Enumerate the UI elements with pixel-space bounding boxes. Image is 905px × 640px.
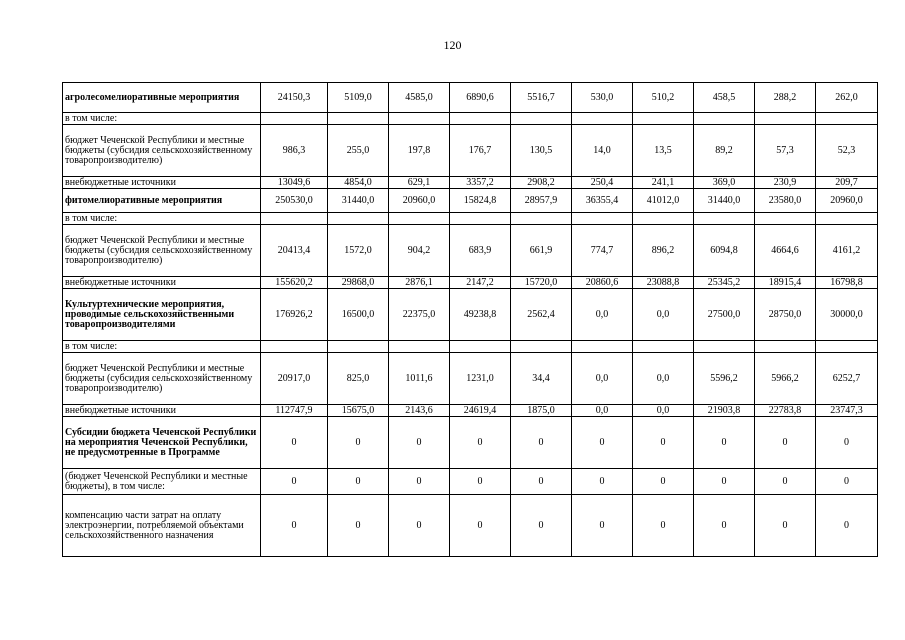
value-cell: 2562,4 — [511, 289, 572, 341]
table-row — [63, 225, 878, 277]
value-cell: 0 — [328, 495, 389, 557]
value-cell: 0 — [261, 469, 328, 495]
table-row — [63, 113, 878, 125]
value-cell: 0,0 — [572, 405, 633, 417]
value-cell: 230,9 — [755, 177, 816, 189]
value-cell: 904,2 — [389, 225, 450, 277]
value-cell: 986,3 — [261, 125, 328, 177]
value-cell: 0,0 — [633, 289, 694, 341]
value-cell: 4664,6 — [755, 225, 816, 277]
value-cell: 20960,0 — [389, 189, 450, 213]
value-cell: 34,4 — [511, 353, 572, 405]
value-cell: 16798,8 — [816, 277, 878, 289]
value-cell: 369,0 — [694, 177, 755, 189]
table-row — [63, 125, 878, 177]
table-row — [63, 353, 878, 405]
table-row — [63, 189, 878, 213]
value-cell: 458,5 — [694, 83, 755, 113]
value-cell: 52,3 — [816, 125, 878, 177]
row-label: в том числе: — [63, 213, 261, 225]
value-cell: 22375,0 — [389, 289, 450, 341]
value-cell — [261, 341, 328, 353]
value-cell: 155620,2 — [261, 277, 328, 289]
row-label: внебюджетные источники — [63, 177, 261, 189]
value-cell: 896,2 — [633, 225, 694, 277]
row-label: внебюджетные источники — [63, 405, 261, 417]
row-label: в том числе: — [63, 341, 261, 353]
value-cell: 0 — [328, 417, 389, 469]
value-cell — [694, 113, 755, 125]
value-cell: 0,0 — [633, 405, 694, 417]
value-cell: 0 — [450, 417, 511, 469]
value-cell — [694, 341, 755, 353]
value-cell: 0 — [755, 469, 816, 495]
value-cell: 0 — [450, 469, 511, 495]
table-row — [63, 341, 878, 353]
value-cell — [816, 213, 878, 225]
page-number: 120 — [443, 38, 462, 52]
value-cell: 4585,0 — [389, 83, 450, 113]
value-cell: 112747,9 — [261, 405, 328, 417]
row-label: внебюджетные источники — [63, 277, 261, 289]
value-cell — [389, 113, 450, 125]
value-cell: 20960,0 — [816, 189, 878, 213]
value-cell: 1011,6 — [389, 353, 450, 405]
budget-table — [62, 82, 878, 557]
value-cell: 21903,8 — [694, 405, 755, 417]
value-cell: 661,9 — [511, 225, 572, 277]
value-cell: 0 — [633, 417, 694, 469]
value-cell: 774,7 — [572, 225, 633, 277]
value-cell: 0 — [572, 417, 633, 469]
value-cell: 0 — [261, 495, 328, 557]
value-cell: 57,3 — [755, 125, 816, 177]
table-row — [63, 289, 878, 341]
value-cell: 262,0 — [816, 83, 878, 113]
value-cell: 18915,4 — [755, 277, 816, 289]
value-cell: 14,0 — [572, 125, 633, 177]
value-cell: 510,2 — [633, 83, 694, 113]
value-cell: 16500,0 — [328, 289, 389, 341]
value-cell: 250,4 — [572, 177, 633, 189]
value-cell: 0 — [328, 469, 389, 495]
value-cell: 4854,0 — [328, 177, 389, 189]
value-cell: 1231,0 — [450, 353, 511, 405]
value-cell: 6094,8 — [694, 225, 755, 277]
value-cell: 15824,8 — [450, 189, 511, 213]
value-cell: 13049,6 — [261, 177, 328, 189]
value-cell: 255,0 — [328, 125, 389, 177]
value-cell: 4161,2 — [816, 225, 878, 277]
value-cell — [511, 213, 572, 225]
value-cell: 0 — [755, 495, 816, 557]
value-cell — [633, 113, 694, 125]
value-cell: 6252,7 — [816, 353, 878, 405]
value-cell: 24150,3 — [261, 83, 328, 113]
value-cell: 41012,0 — [633, 189, 694, 213]
value-cell: 31440,0 — [328, 189, 389, 213]
row-label: (бюджет Чеченской Республики и местные бюджеты), в том числе: — [63, 469, 261, 495]
value-cell — [450, 341, 511, 353]
value-cell: 49238,8 — [450, 289, 511, 341]
value-cell — [511, 113, 572, 125]
value-cell: 0 — [389, 469, 450, 495]
table-row — [63, 177, 878, 189]
table-row — [63, 213, 878, 225]
row-label: бюджет Чеченской Республики и местные бюджеты (субсидия сельскохозяйственному товаропроизводителю) — [63, 125, 261, 177]
value-cell: 0 — [389, 495, 450, 557]
value-cell: 5516,7 — [511, 83, 572, 113]
value-cell — [755, 213, 816, 225]
value-cell — [389, 213, 450, 225]
value-cell: 20413,4 — [261, 225, 328, 277]
value-cell: 250530,0 — [261, 189, 328, 213]
value-cell — [328, 113, 389, 125]
value-cell: 288,2 — [755, 83, 816, 113]
value-cell: 530,0 — [572, 83, 633, 113]
value-cell — [328, 341, 389, 353]
row-label: Субсидии бюджета Чеченской Республики на мероприятия Чеченской Республики, не предусмотренные в Программе — [63, 417, 261, 469]
value-cell: 1875,0 — [511, 405, 572, 417]
value-cell — [261, 113, 328, 125]
value-cell — [450, 113, 511, 125]
value-cell: 31440,0 — [694, 189, 755, 213]
table-body — [63, 83, 878, 557]
value-cell: 25345,2 — [694, 277, 755, 289]
value-cell: 5596,2 — [694, 353, 755, 405]
value-cell: 1572,0 — [328, 225, 389, 277]
value-cell: 23580,0 — [755, 189, 816, 213]
value-cell — [633, 341, 694, 353]
value-cell: 23088,8 — [633, 277, 694, 289]
value-cell — [816, 113, 878, 125]
value-cell: 130,5 — [511, 125, 572, 177]
value-cell: 209,7 — [816, 177, 878, 189]
value-cell: 2876,1 — [389, 277, 450, 289]
value-cell: 0 — [572, 469, 633, 495]
value-cell: 0,0 — [572, 289, 633, 341]
value-cell: 176926,2 — [261, 289, 328, 341]
value-cell — [755, 341, 816, 353]
value-cell: 0,0 — [572, 353, 633, 405]
value-cell: 2908,2 — [511, 177, 572, 189]
value-cell: 28750,0 — [755, 289, 816, 341]
value-cell: 683,9 — [450, 225, 511, 277]
row-label: Культуртехнические мероприятия, проводимые сельскохозяйственными товаропроизводителями — [63, 289, 261, 341]
table-row — [63, 405, 878, 417]
value-cell: 28957,9 — [511, 189, 572, 213]
row-label: фитомелиоративные мероприятия — [63, 189, 261, 213]
value-cell: 825,0 — [328, 353, 389, 405]
value-cell: 176,7 — [450, 125, 511, 177]
value-cell: 2147,2 — [450, 277, 511, 289]
table-row — [63, 417, 878, 469]
value-cell: 0 — [511, 417, 572, 469]
value-cell: 0 — [633, 495, 694, 557]
value-cell: 20917,0 — [261, 353, 328, 405]
value-cell — [328, 213, 389, 225]
row-label: в том числе: — [63, 113, 261, 125]
value-cell: 2143,6 — [389, 405, 450, 417]
value-cell: 3357,2 — [450, 177, 511, 189]
table-row — [63, 495, 878, 557]
value-cell: 5109,0 — [328, 83, 389, 113]
value-cell: 0 — [816, 495, 878, 557]
value-cell: 30000,0 — [816, 289, 878, 341]
value-cell: 0 — [694, 495, 755, 557]
value-cell: 0 — [572, 495, 633, 557]
value-cell — [572, 213, 633, 225]
value-cell: 0 — [511, 495, 572, 557]
value-cell: 0 — [694, 417, 755, 469]
value-cell — [450, 213, 511, 225]
value-cell: 0 — [816, 469, 878, 495]
value-cell: 5966,2 — [755, 353, 816, 405]
value-cell: 13,5 — [633, 125, 694, 177]
value-cell: 36355,4 — [572, 189, 633, 213]
value-cell: 197,8 — [389, 125, 450, 177]
table-row — [63, 277, 878, 289]
table-row — [63, 469, 878, 495]
value-cell: 23747,3 — [816, 405, 878, 417]
row-label: бюджет Чеченской Республики и местные бюджеты (субсидия сельскохозяйственному товаропроизводителю) — [63, 225, 261, 277]
value-cell — [572, 341, 633, 353]
value-cell — [389, 341, 450, 353]
row-label: бюджет Чеченской Республики и местные бюджеты (субсидия сельскохозяйственному товаропроизводителю) — [63, 353, 261, 405]
value-cell: 0 — [694, 469, 755, 495]
value-cell: 0 — [755, 417, 816, 469]
value-cell: 27500,0 — [694, 289, 755, 341]
value-cell — [694, 213, 755, 225]
value-cell — [511, 341, 572, 353]
value-cell — [816, 341, 878, 353]
table-row — [63, 83, 878, 113]
value-cell — [261, 213, 328, 225]
value-cell: 20860,6 — [572, 277, 633, 289]
value-cell: 0 — [633, 469, 694, 495]
row-label: компенсацию части затрат на оплату электроэнергии, потребляемой объектами сельскохозяйственного назначения — [63, 495, 261, 557]
value-cell: 241,1 — [633, 177, 694, 189]
value-cell — [572, 113, 633, 125]
value-cell: 24619,4 — [450, 405, 511, 417]
value-cell: 0 — [389, 417, 450, 469]
value-cell: 0 — [816, 417, 878, 469]
value-cell: 15675,0 — [328, 405, 389, 417]
value-cell: 22783,8 — [755, 405, 816, 417]
value-cell: 6890,6 — [450, 83, 511, 113]
value-cell: 629,1 — [389, 177, 450, 189]
value-cell: 29868,0 — [328, 277, 389, 289]
value-cell: 0 — [261, 417, 328, 469]
value-cell: 15720,0 — [511, 277, 572, 289]
value-cell: 0 — [450, 495, 511, 557]
value-cell — [755, 113, 816, 125]
value-cell: 0 — [511, 469, 572, 495]
value-cell: 0,0 — [633, 353, 694, 405]
row-label: агролесомелиоративные мероприятия — [63, 83, 261, 113]
value-cell: 89,2 — [694, 125, 755, 177]
value-cell — [633, 213, 694, 225]
